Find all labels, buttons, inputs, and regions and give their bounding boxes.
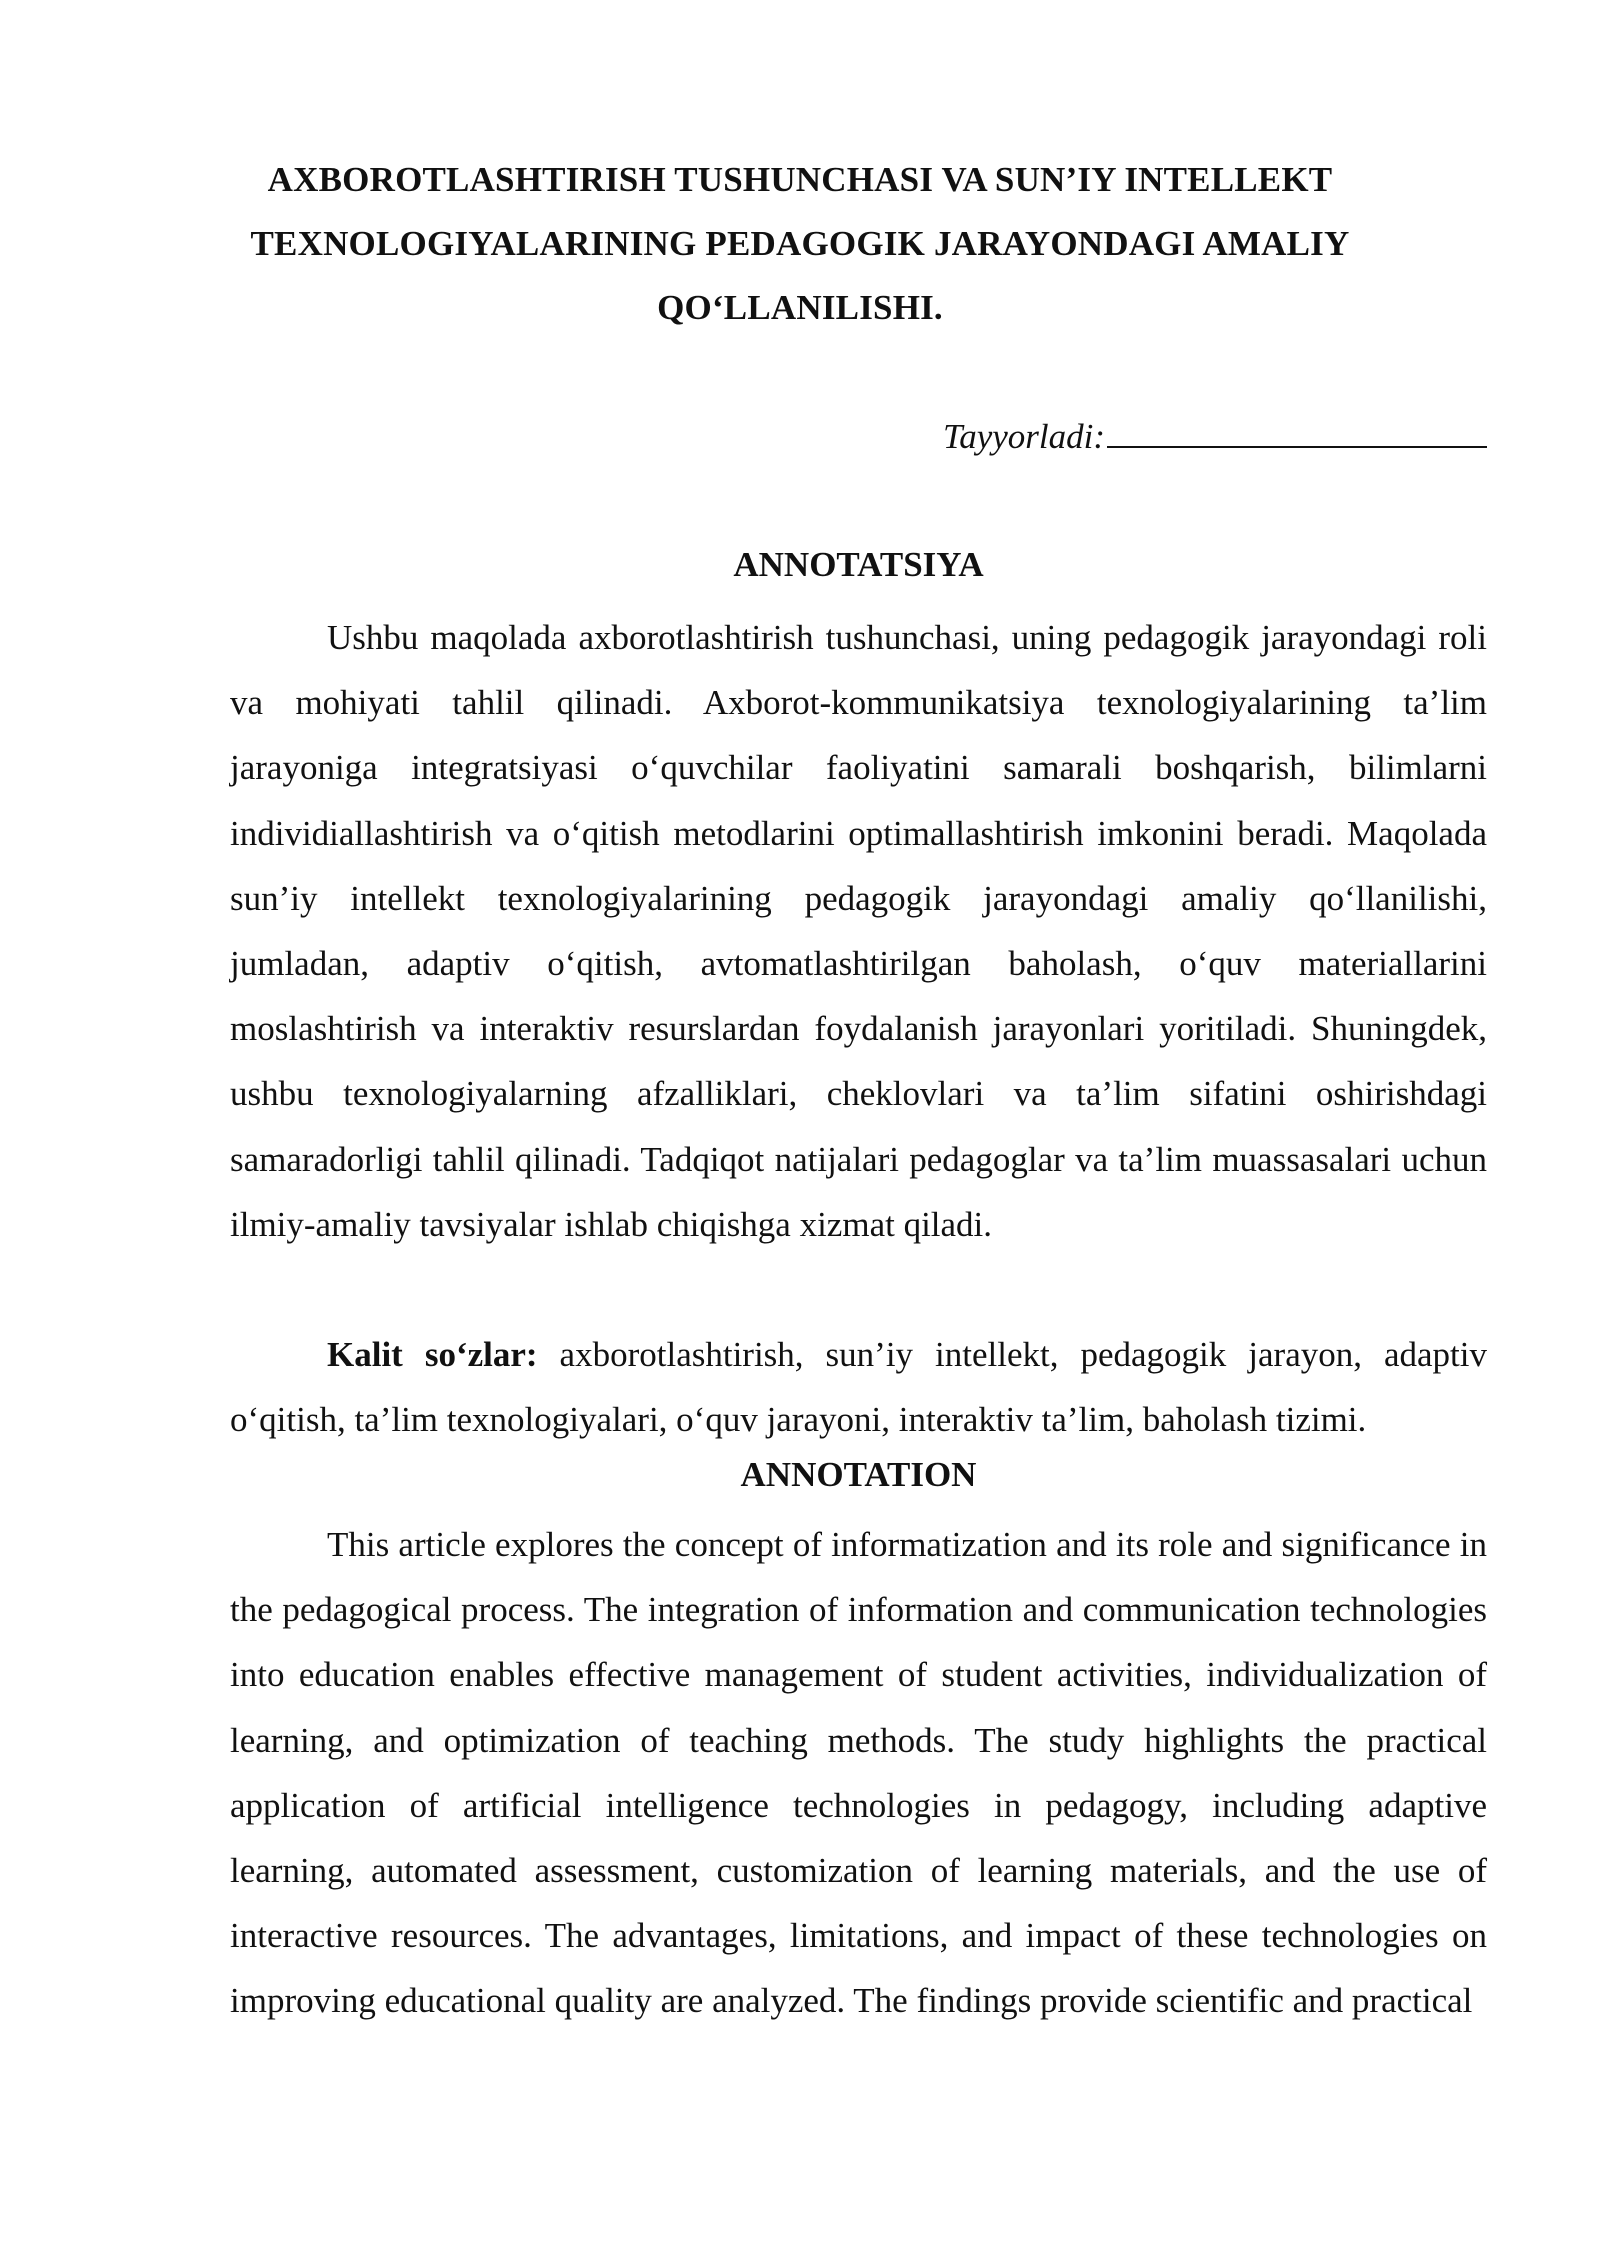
paper-title [220,148,1380,340]
title-line-3: QO‘LLANILISHI. [657,288,943,327]
uz-annotation-heading: ANNOTATSIYA [733,545,984,584]
prepared-by-blank-line [1107,408,1487,448]
keywords-label: Kalit so‘zlar: [327,1335,538,1374]
title-line-2: TEXNOLOGIYALARINING PEDAGOGIK JARAYONDAGI AMALIY [250,224,1350,263]
keywords-list: axborotlashtirish, sun’iy intellekt, pedagogik jarayon, adaptiv o‘qitish, ta’lim texnologiyalari, o‘quv jarayoni, interaktiv ta’lim, baholash tizimi. [230,1335,1487,1440]
en-annotation-heading: ANNOTATION [740,1455,977,1494]
prepared-by [943,408,1487,461]
uz-abstract-paragraph: Ushbu maqolada axborotlashtirish tushunchasi, uning pedagogik jarayondagi roli va mohiyati tahlil qilinadi. Axborot-kommunikatsiya texnologiyalarining ta’lim jarayoniga integratsiyasi o‘quvchilar faoliyatini samarali boshqarish, bilimlarni individiallashtirish va o‘qitish metodlarini optimallashtirish imkonini beradi. Maqolada sun’iy intellekt texnologiyalarining pedagogik jarayondagi amaliy qo‘llanilishi, jumladan, adaptiv o‘qitish, avtomatlashtirilgan baholash, o‘quv materiallarini moslashtirish va interaktiv resurslardan foydalanish jarayonlari yoritiladi. Shuningdek, ushbu texnologiyalarning afzalliklari, cheklovlari va ta’lim sifatini oshirishdagi samaradorligi tahlil qilinadi. Tadqiqot natijalari pedagoglar va ta’lim muassasalari uchun ilmiy-amaliy tavsiyalar ishlab chiqishga xizmat qiladi. [230,618,1487,1244]
en-abstract-paragraph: This article explores the concept of informatization and its role and significance in the pedagogical process. The integration of information and communication technologies into education enables effective management of student activities, individualization of learning, and optimization of teaching methods. The study highlights the practical application of artificial intelligence technologies in pedagogy, including adaptive learning, automated assessment, customization of learning materials, and the use of interactive resources. The advantages, limitations, and impact of these technologies on improving educational quality are analyzed. The findings provide scientific and practical [230,1525,1487,2021]
uz-keywords-paragraph [230,1322,1487,1452]
prepared-by-label: Tayyorladi: [942,417,1105,456]
title-line-1: AXBOROTLASHTIRISH TUSHUNCHASI VA SUN’IY INTELLEKT [267,160,1333,199]
